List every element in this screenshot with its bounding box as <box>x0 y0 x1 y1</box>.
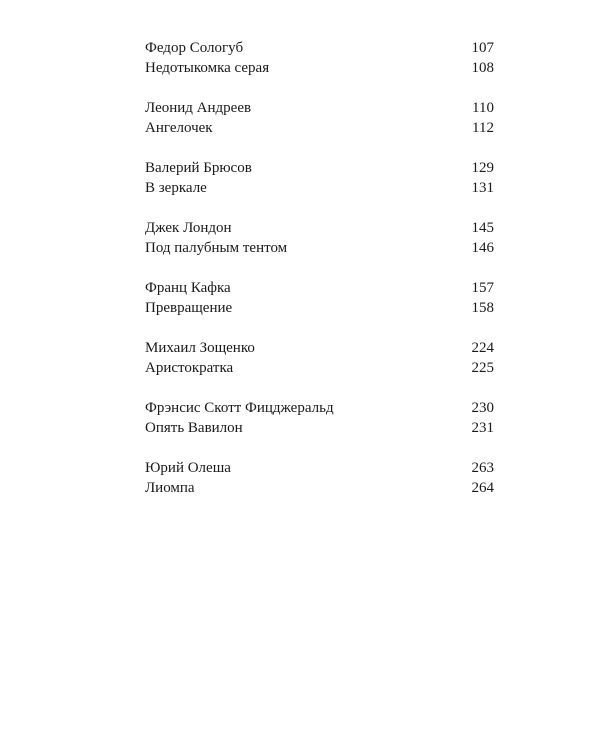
toc-work-row <box>145 178 494 198</box>
table-of-contents <box>145 38 494 518</box>
work-title: Превращение <box>145 300 233 316</box>
work-title: Опять Вавилон <box>145 420 243 436</box>
page-number: 110 <box>472 100 494 116</box>
author-name: Михаил Зощенко <box>145 340 255 356</box>
toc-author-row <box>145 38 494 58</box>
author-name: Джек Лондон <box>145 220 232 236</box>
toc-author-row <box>145 338 494 358</box>
page-number: 112 <box>472 120 494 136</box>
work-title: Ангелочек <box>145 120 213 136</box>
toc-group <box>145 98 494 138</box>
page-number: 230 <box>471 400 494 416</box>
toc-group <box>145 458 494 498</box>
toc-author-row <box>145 98 494 118</box>
page-number: 231 <box>471 420 494 436</box>
toc-group <box>145 338 494 378</box>
work-title: Под палубным тентом <box>145 240 288 256</box>
page-number: 263 <box>471 460 494 476</box>
work-title: В зеркале <box>145 180 207 196</box>
toc-group <box>145 38 494 78</box>
toc-group <box>145 278 494 318</box>
author-name: Валерий Брюсов <box>145 160 252 176</box>
page-number: 157 <box>471 280 494 296</box>
author-name: Федор Сологуб <box>145 40 244 56</box>
page-number: 129 <box>471 160 494 176</box>
toc-work-row <box>145 418 494 438</box>
toc-group <box>145 218 494 258</box>
toc-work-row <box>145 358 494 378</box>
toc-work-row <box>145 238 494 258</box>
work-title: Лиомпа <box>145 480 195 496</box>
toc-group <box>145 398 494 438</box>
toc-author-row <box>145 458 494 478</box>
toc-author-row <box>145 398 494 418</box>
page-number: 145 <box>471 220 494 236</box>
toc-work-row <box>145 58 494 78</box>
page-number: 146 <box>471 240 494 256</box>
page-number: 107 <box>471 40 494 56</box>
toc-work-row <box>145 478 494 498</box>
toc-author-row <box>145 158 494 178</box>
work-title: Аристократка <box>145 360 234 376</box>
work-title: Недотыкомка серая <box>145 60 270 76</box>
author-name: Франц Кафка <box>145 280 231 296</box>
author-name: Юрий Олеша <box>145 460 231 476</box>
page-number: 131 <box>471 180 494 196</box>
toc-author-row <box>145 278 494 298</box>
page-number: 264 <box>471 480 494 496</box>
toc-author-row <box>145 218 494 238</box>
toc-work-row <box>145 118 494 138</box>
toc-group <box>145 158 494 198</box>
page-number: 108 <box>471 60 494 76</box>
author-name: Леонид Андреев <box>145 100 252 116</box>
author-name: Фрэнсис Скотт Фицджеральд <box>145 400 334 416</box>
page-number: 158 <box>471 300 494 316</box>
page-number: 225 <box>471 360 494 376</box>
page-number: 224 <box>471 340 494 356</box>
toc-work-row <box>145 298 494 318</box>
